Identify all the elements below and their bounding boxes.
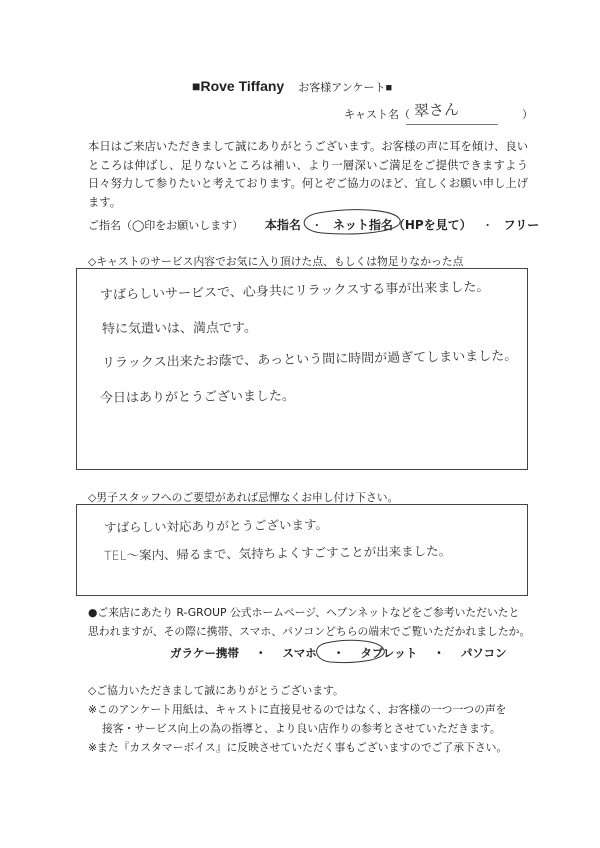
form-subtitle: お客様アンケート■ xyxy=(298,82,393,94)
section1-line-1: すばらしいサービスで、心身共にリラックスする事が出来ました。 xyxy=(99,279,490,303)
device-separator: ・ xyxy=(332,646,345,660)
footer-note-1b: 接客・サービス向上の為の指導と、より良い店作りの参考とさせていただきます。 xyxy=(102,722,501,735)
section2-line-2: TEL～案内、帰るまで、気持ちよくすごすことが出来ました。 xyxy=(103,543,452,563)
device-option-smartphone: スマホ xyxy=(282,646,317,660)
section2-line-1: すばらしい対応ありがとうございます。 xyxy=(103,516,329,535)
footer-thanks: ◇ご協力いただきまして誠にありがとうございます。 xyxy=(88,684,344,697)
footer-note-1a: ※このアンケート用紙は、キャストに直接見せるのではなく、お客様の一つ一つの声を xyxy=(88,703,507,716)
nomination-separator: ・ xyxy=(311,219,323,232)
nomination-option-main: 本指名 xyxy=(264,218,301,232)
footer-note-2: ※また『カスタマーボイス』に反映させていただく事もございますのでご了承下さい。 xyxy=(88,741,508,754)
section1-line-3: リラックス出来たお蔭で、あっという間に時間が過ぎてしまいました。 xyxy=(101,348,518,371)
device-selection-circle xyxy=(317,640,385,662)
cast-label: キャスト名（ xyxy=(344,108,410,121)
survey-question-line-1: ●ご来店にあたり R-GROUP 公式ホームページ、ヘブンネットなどをご参考いただいたと xyxy=(88,606,520,619)
section2-heading: ◇男子スタッフへのご要望があれば忌憚なくお申し付け下さい。 xyxy=(88,491,399,504)
nomination-label: ご指名（◯印をお願いします） xyxy=(88,219,244,232)
nomination-selection-circle xyxy=(304,210,400,234)
store-name: ■Rove Tiffany xyxy=(192,78,285,94)
cast-name-handwritten: 翠さん xyxy=(413,100,460,120)
device-option-feature-phone: ガラケー携帯 xyxy=(170,646,239,660)
device-separator: ・ xyxy=(255,646,267,660)
section1-heading: ◇キャストのサービス内容でお気に入り頂けた点、もしくは物足りなかった点 xyxy=(88,255,464,268)
section1-line-4: 今日はありがとうございました。 xyxy=(99,388,296,406)
device-separator: ・ xyxy=(433,646,445,660)
survey-question-line-2: 思われますが、その際に携帯、スマホ、パソコンどちらの端末でご覧いただかれましたか。 xyxy=(88,625,531,638)
device-option-tablet: タブレット xyxy=(360,646,418,660)
nomination-option-free: フリー xyxy=(503,218,540,232)
cast-label-close: ） xyxy=(522,108,533,121)
nomination-separator: ・ xyxy=(482,219,494,232)
intro-paragraph: 本日はご来店いただきまして誠にありがとうございます。お客様の声に耳を傾け、良いところは伸ばし、足りないところは補い、より一層深いご満足をご提供できますよう日々努力して参りたいと考えております。何とぞご協力のほど、宜しくお願い申し上げます。 xyxy=(88,140,528,209)
section1-line-2: 特に気遣いは、満点です。 xyxy=(101,320,258,337)
nomination-option-net: ネット指名（HPを見て） xyxy=(332,218,472,232)
device-option-pc: パソコン xyxy=(460,646,507,660)
